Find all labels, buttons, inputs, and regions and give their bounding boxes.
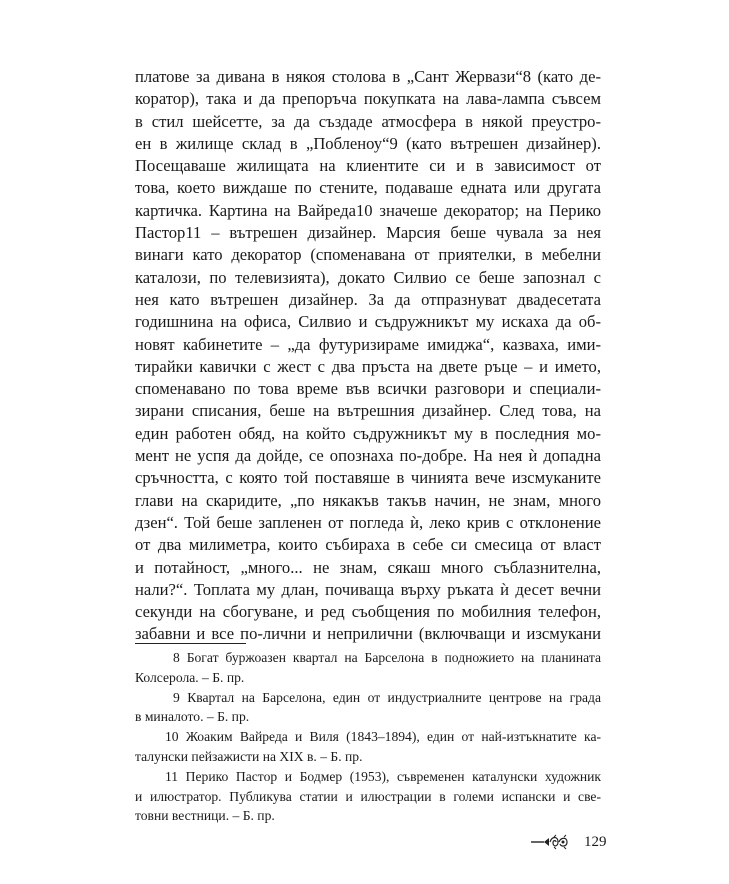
footnote-line: 9 Квартал на Барселона, един от индустриалните центрове на града [173,689,601,705]
body-line: коратор), така и да препоръча покупката на лава-лампа съвсем [135,89,601,109]
body-line: нея като вътрешен дизайнер. За да отпразнуват двадесетата [135,289,601,309]
body-line: сръчността, с която той поставяше в чинията вече изсмуканите [135,468,601,488]
body-line: Пастор11 – вътрешен дизайнер. Марсия беше чувала за нея [135,223,601,243]
body-line: споменавано по това време във всички разговори и специали- [135,379,601,399]
body-line: зирани списания, беше на вътрешния дизайнер. След това, на [135,401,601,421]
body-line: нали?“. Топлата му длан, почиваща върху ръката ѝ десет вечни [135,579,601,599]
body-line: забавни и все по-лични и неприлични (включващи и изсмукани [135,624,601,644]
footnote-line: и илюстратор. Публикува статии и илюстрации в големи испански и све- [135,788,601,804]
body-line: винаги като декоратор (споменавана от приятелки, в мебелни [135,245,601,265]
body-line: дзен“. Той беше запленен от погледа ѝ, леко крив с отклонение [135,512,601,532]
body-line: секунди на сбогуване, и ред съобщения по мобилния телефон, [135,602,601,622]
body-line: каталози, по телевизията), докато Силвио се беше запознал с [135,267,601,287]
flourish-ornament-icon [530,834,570,850]
body-line: един работен обяд, на който съдружникът му в последния мо- [135,423,601,443]
footnote-line: 11 Перико Пастор и Бодмер (1953), съвременен каталунски художник [165,768,601,784]
footnote-line: талунски пейзажисти на XIX в. – Б. пр. [135,748,363,764]
body-line: Посещаваше жилищата на клиентите си и в зависимост от [135,156,601,176]
footnote-line: товни вестници. – Б. пр. [135,808,275,824]
body-line: картичка. Картина на Вайреда10 значеше декоратор; на Перико [135,200,601,220]
body-line: и потайност, „много... не знам, сякаш много съблазнителна, [135,557,601,577]
body-line: ен в жилище склад в „Побленоу“9 (като вътрешен дизайнер). [135,133,601,153]
footnote-line: в миналото. – Б. пр. [135,709,250,725]
body-line: от два милиметра, които събираха в себе си смесица от власт [135,535,601,555]
footnote-line: Колсерола. – Б. пр. [135,669,245,685]
body-line: в стил шейсетте, за да създаде атмосфера в някой преустро- [135,111,601,131]
main-text [135,66,601,646]
body-line: платове за дивана в някоя столова в „Сант Жервази“8 (като де- [135,67,601,86]
footnote-line: 8 Богат буржоазен квартал на Барселона в подножието на планината [173,650,601,665]
page-footer [530,832,607,852]
footnote-line: 10 Жоаким Вайреда и Виля (1843–1894), един от най-изтъкнатите ка- [165,729,601,745]
body-line: глави на скаридите, „по някакъв такъв начин, не знам, много [135,490,601,510]
body-line: мент не успя да дойде, се опознаха по-добре. На нея ѝ допадна [135,446,601,466]
body-line: тирайки кавички с жест с два пръста на двете ръце – и името, [135,356,601,376]
footnote-divider [135,643,246,644]
body-line: новят кабинетите – „да футуризираме имиджа“, казваха, ими- [135,334,601,354]
footnotes [135,648,601,826]
body-line: това, което виждаше по стените, подаваше едната или другата [135,178,601,198]
page-number: 129 [584,833,607,850]
body-line: годишнина на офиса, Силвио и съдружникът му искаха да об- [135,312,601,332]
